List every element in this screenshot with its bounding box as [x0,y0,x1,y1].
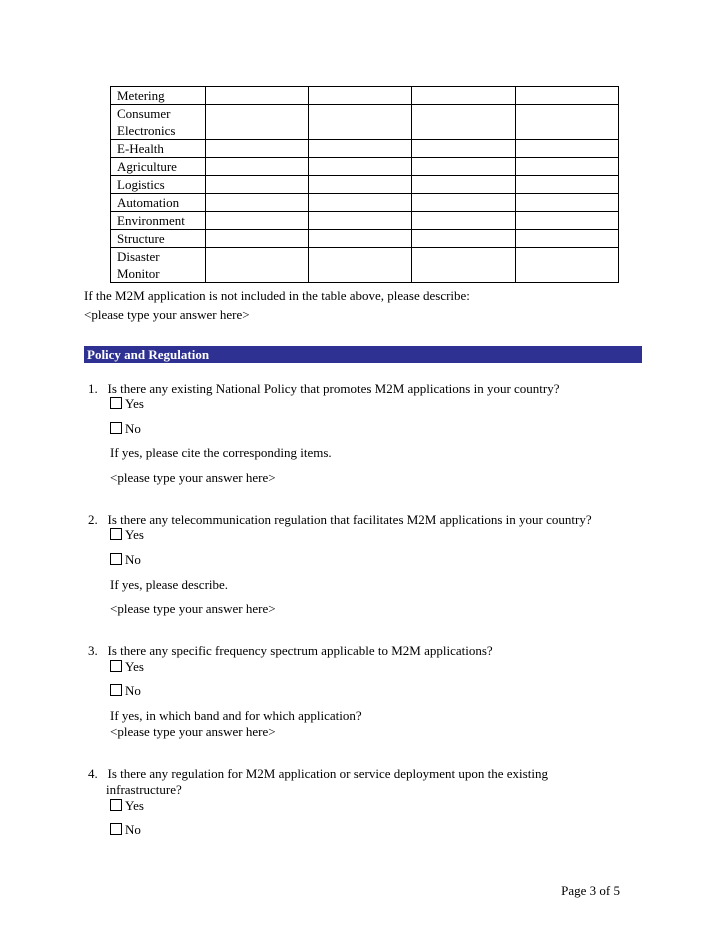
table-cell[interactable] [515,87,618,105]
checkbox[interactable] [110,528,122,540]
other-application-prompt: If the M2M application is not included in the table above, please describe: [84,288,470,303]
table-cell[interactable] [205,230,308,248]
table-cell[interactable] [515,140,618,158]
table-row [111,212,619,230]
table-row-label: Environment [111,212,206,230]
table-cell[interactable] [205,105,308,140]
table-cell[interactable] [412,248,515,283]
table-row-label: Metering [111,87,206,105]
checkbox[interactable] [110,660,122,672]
question-4: 4. Is there any regulation for M2M application or service deployment upon the existing [88,766,548,781]
q4-yes-option[interactable]: Yes [110,798,144,814]
table-row-label: Consumer Electronics [111,105,206,140]
table-row [111,140,619,158]
table-cell[interactable] [412,105,515,140]
q2-answer[interactable]: <please type your answer here> [110,601,276,616]
question-4-continued: infrastructure? [106,782,182,797]
table-cell[interactable] [412,194,515,212]
q2-no-option[interactable]: No [110,552,141,568]
table-row-label: E-Health [111,140,206,158]
q1-yes-option[interactable]: Yes [110,396,144,412]
table-cell[interactable] [309,158,412,176]
table-row [111,176,619,194]
table-cell[interactable] [205,87,308,105]
table-row [111,194,619,212]
table-cell[interactable] [412,212,515,230]
q3-followup: If yes, in which band and for which application? [110,708,362,723]
table-row-label: Logistics [111,176,206,194]
table-cell[interactable] [309,194,412,212]
question-3: 3. Is there any specific frequency spectrum applicable to M2M applications? [88,643,493,658]
table-cell[interactable] [515,230,618,248]
checkbox[interactable] [110,823,122,835]
table-cell[interactable] [309,140,412,158]
table-cell[interactable] [309,87,412,105]
table-cell[interactable] [412,230,515,248]
table-cell[interactable] [205,158,308,176]
section-heading: Policy and Regulation [84,346,642,363]
table-cell[interactable] [205,140,308,158]
table-cell[interactable] [515,248,618,283]
table-row [111,105,619,140]
question-2: 2. Is there any telecommunication regulation that facilitates M2M applications in your country? [88,512,592,527]
table-cell[interactable] [205,212,308,230]
table-row-label: Automation [111,194,206,212]
table-cell[interactable] [515,212,618,230]
checkbox[interactable] [110,422,122,434]
other-application-answer[interactable]: <please type your answer here> [84,307,250,322]
q3-yes-option[interactable]: Yes [110,659,144,675]
page-number: Page 3 of 5 [561,883,620,898]
table-row-label: Structure [111,230,206,248]
question-1: 1. Is there any existing National Policy that promotes M2M applications in your country? [88,381,560,396]
applications-table [110,86,619,283]
table-cell[interactable] [515,158,618,176]
table-cell[interactable] [412,140,515,158]
checkbox[interactable] [110,799,122,811]
q2-followup: If yes, please describe. [110,577,229,592]
table-cell[interactable] [309,105,412,140]
table-cell[interactable] [515,105,618,140]
q1-no-option[interactable]: No [110,421,141,437]
table-cell[interactable] [412,87,515,105]
table-row [111,248,619,283]
q4-no-option[interactable]: No [110,822,141,838]
checkbox[interactable] [110,397,122,409]
q2-yes-option[interactable]: Yes [110,527,144,543]
checkbox[interactable] [110,553,122,565]
q3-no-option[interactable]: No [110,683,141,699]
table-row [111,87,619,105]
q1-followup: If yes, please cite the corresponding items. [110,445,332,460]
table-cell[interactable] [412,176,515,194]
table-cell[interactable] [515,194,618,212]
q3-answer[interactable]: <please type your answer here> [110,724,276,739]
table-cell[interactable] [412,158,515,176]
table-cell[interactable] [309,176,412,194]
table-cell[interactable] [309,212,412,230]
table-cell[interactable] [205,176,308,194]
table-cell[interactable] [205,194,308,212]
table-row-label: Disaster Monitor [111,248,206,283]
table-cell[interactable] [205,248,308,283]
table-cell[interactable] [309,248,412,283]
table-cell[interactable] [309,230,412,248]
checkbox[interactable] [110,684,122,696]
table-row-label: Agriculture [111,158,206,176]
table-row [111,158,619,176]
table-row [111,230,619,248]
q1-answer[interactable]: <please type your answer here> [110,470,276,485]
table-cell[interactable] [515,176,618,194]
